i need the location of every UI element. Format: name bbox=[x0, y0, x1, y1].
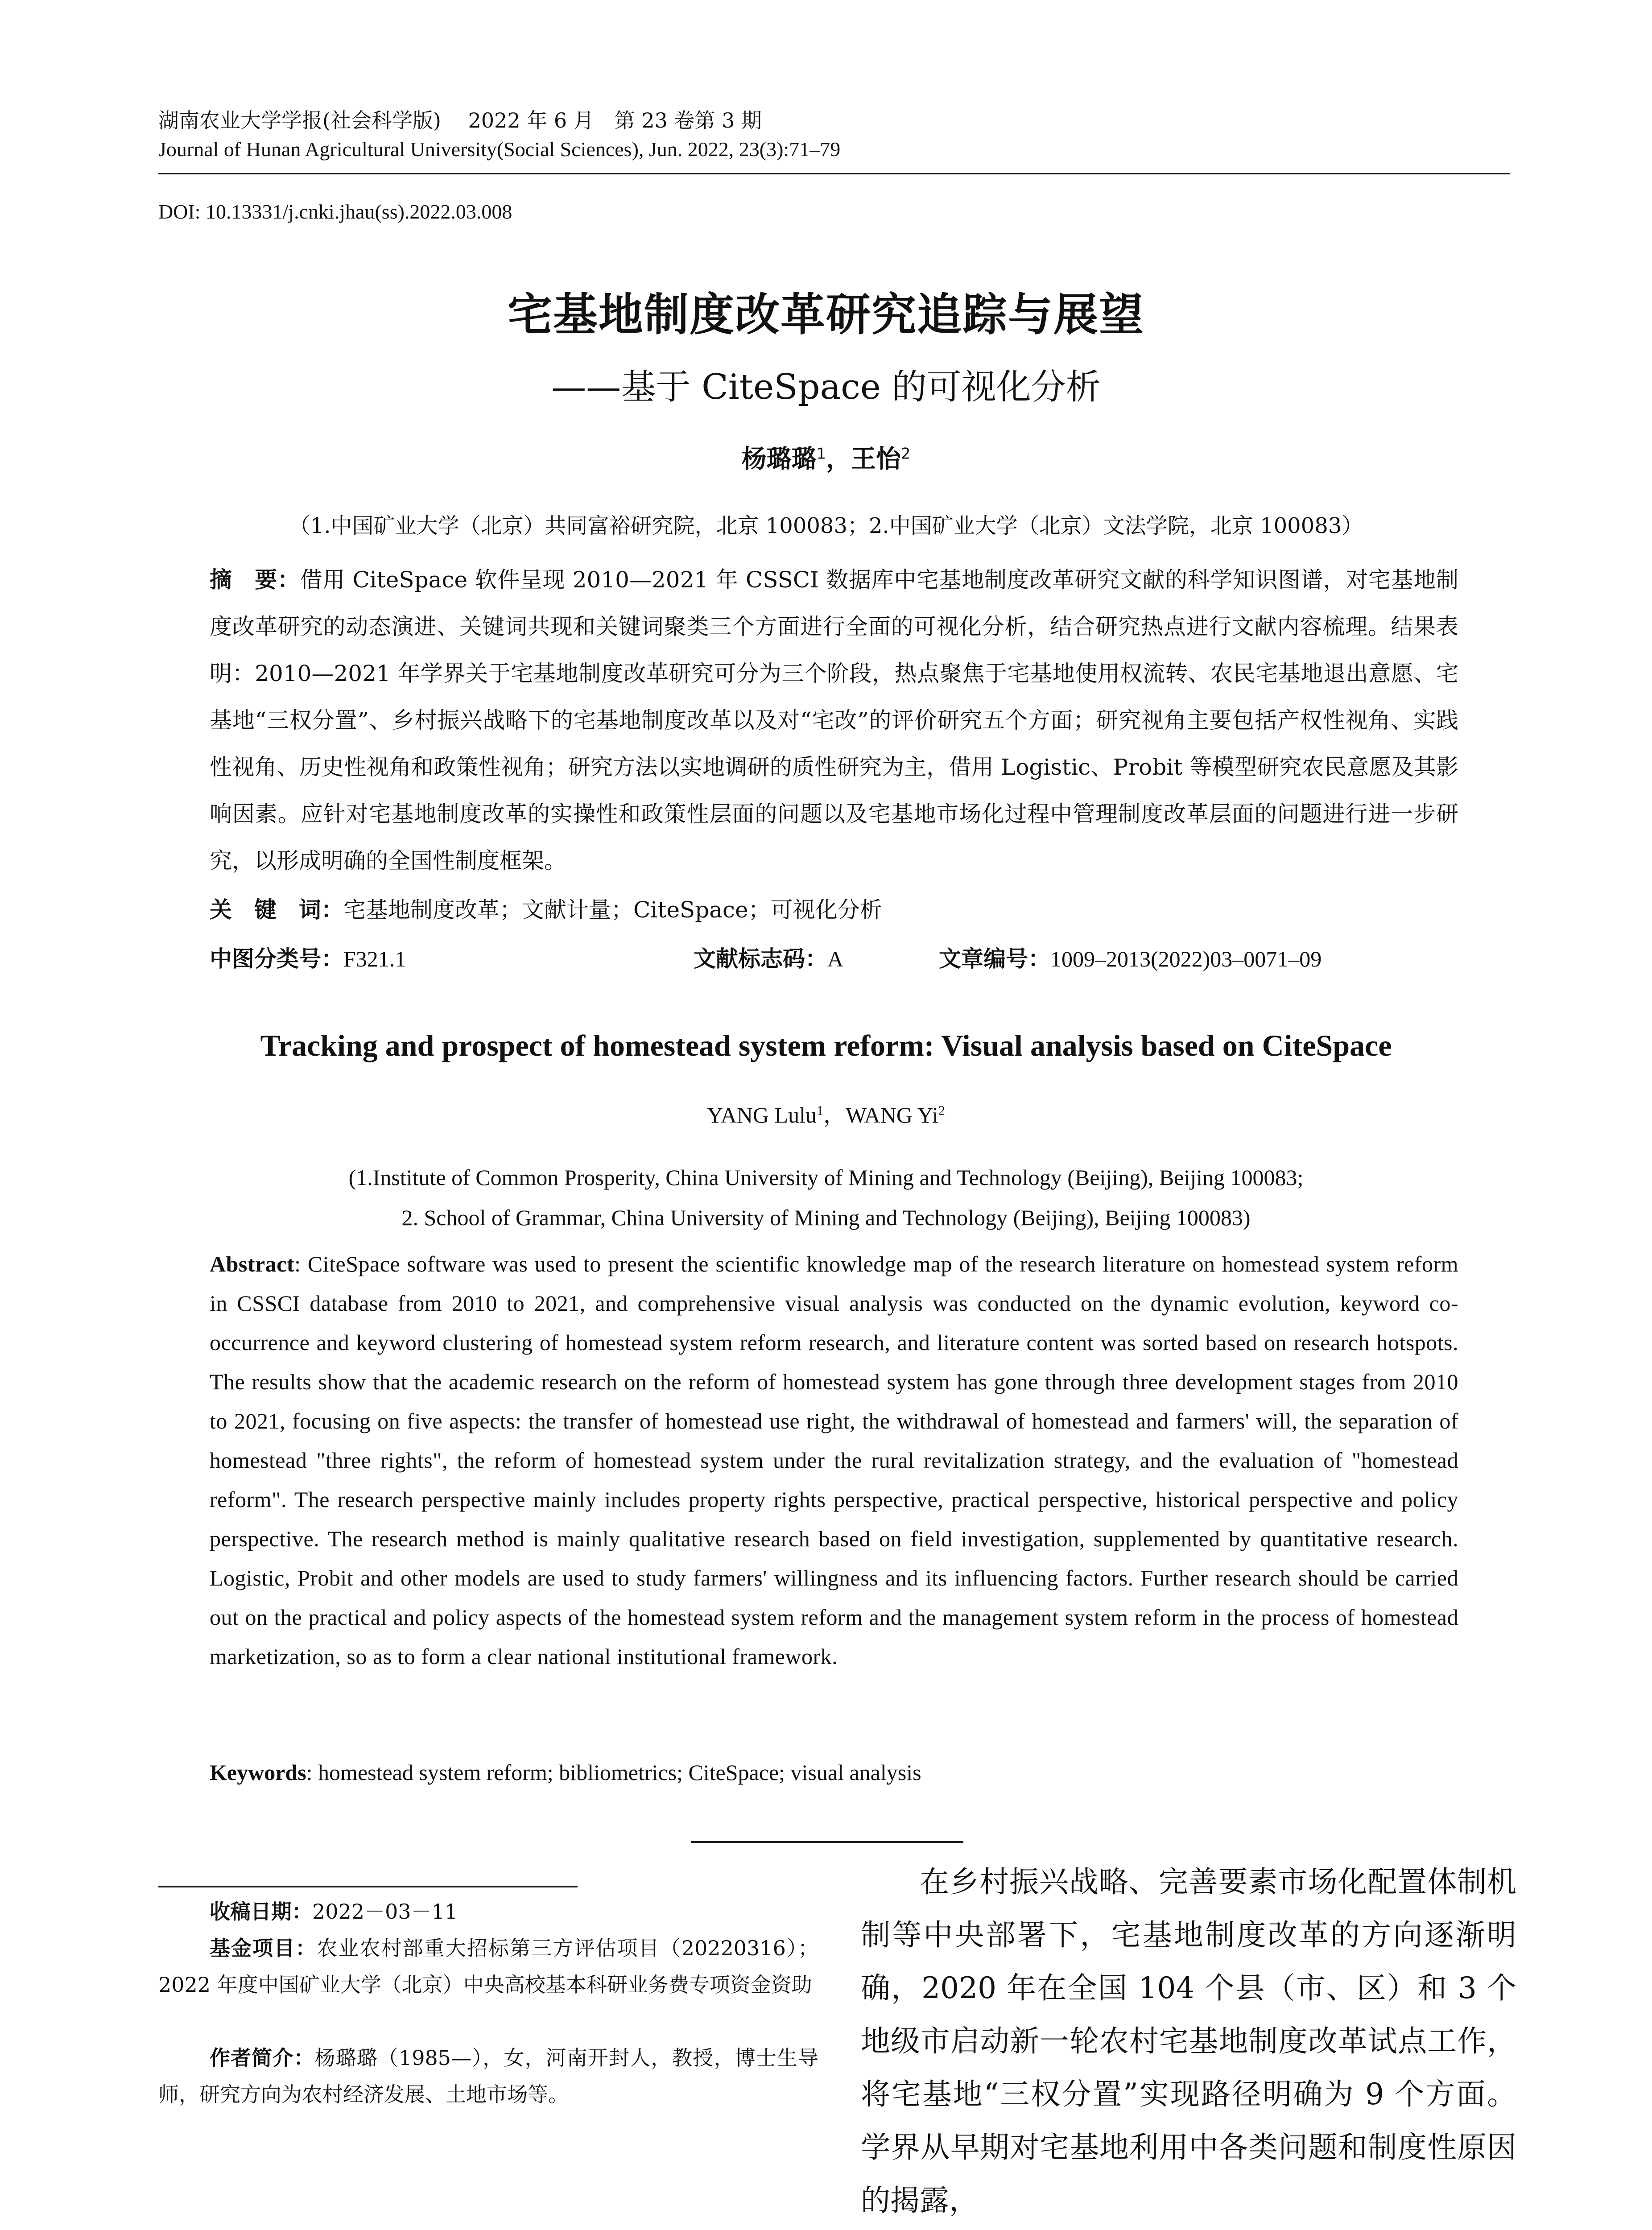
footnote-received bbox=[158, 1893, 818, 1930]
paper-subtitle: ——基于 CiteSpace 的可视化分析 bbox=[551, 367, 1101, 407]
author-separator: ， bbox=[826, 445, 851, 474]
abstract-en-label: Abstract bbox=[210, 1251, 295, 1276]
classification-number bbox=[210, 941, 406, 973]
footnote-author bbox=[158, 2040, 818, 2113]
author-name: 杨璐璐 bbox=[741, 445, 817, 474]
english-affiliation-line: 2. School of Grammar, China University of Mining and Technology (Beijing), Beijing 100083) bbox=[401, 1205, 1251, 1230]
footnote-author-text: 杨璐璐（1985—），女，河南开封人，教授，博士生导师，研究方向为农村经济发展、土地市场等。 bbox=[158, 2046, 818, 2106]
keywords-cn-label: 关 键 词： bbox=[210, 897, 343, 923]
author-list bbox=[0, 439, 1652, 475]
english-author-affil-mark: 1 bbox=[816, 1103, 823, 1118]
english-author-separator: ， bbox=[823, 1103, 846, 1127]
english-author-list bbox=[0, 1097, 1652, 1129]
classification-value: F321.1 bbox=[343, 946, 406, 971]
section-divider bbox=[691, 1841, 963, 1843]
keywords-en-text: : homestead system reform; bibliometrics; CiteSpace; visual analysis bbox=[306, 1760, 921, 1785]
abstract-en-text: : CiteSpace software was used to present the scientific knowledge map of the research literature on homestead system reform in CSSCI database from 2010 to 2021, and comprehensive visual analysis was conducted on the dynamic evolution, keyword co-occurrence and keyword clustering of homestead system reform research, and literature content was sorted based on research hotspots. The results show that the academic research on the reform of homestead system has gone through three development stages from 2010 to 2021, focusing on five aspects: the transfer of homestead use right, the withdrawal of homestead and farmers' will, the separation of homestead "three rights", the reform of homestead system under the rural revitalization strategy, and the evaluation of "homestead reform". The research perspective mainly includes property rights perspective, practical perspective, historical perspective and policy perspective. The research method is mainly qualitative research based on field investigation, supplemented by quantitative research. Logistic, Probit and other models are used to study farmers' willingness and its influencing factors. Further research should be carried out on the practical and policy aspects of the homestead system reform and the management system reform in the process of homestead marketization, so as to form a clear national institutional framework. bbox=[210, 1251, 1458, 1669]
english-author-name: YANG Lulu bbox=[707, 1103, 817, 1127]
abstract-cn bbox=[210, 557, 1458, 884]
document-code bbox=[694, 941, 843, 973]
affiliations-cn: （1.中国矿业大学（北京）共同富裕研究院，北京 100083；2.中国矿业大学（北京）文法学院，北京 100083） bbox=[289, 513, 1363, 538]
abstract-cn-text: 借用 CiteSpace 软件呈现 2010—2021 年 CSSCI 数据库中宅基地制度改革研究文献的科学知识图谱，对宅基地制度改革研究的动态演进、关键词共现和关键词聚类三个方面进行全面的可视化分析，结合研究热点进行文献内容梳理。结果表明：2010—2021 年学界关于宅基地制度改革研究可分为三个阶段，热点聚焦于宅基地使用权流转、农民宅基地退出意愿、宅基地“三权分置”、乡村振兴战略下的宅基地制度改革以及对“宅改”的评价研究五个方面；研究视角主要包括产权性视角、实践性视角、历史性视角和政策性视角；研究方法以实地调研的质性研究为主，借用 Logistic、Probit 等模型研究农民意愿及其影响因素。应针对宅基地制度改革的实操性和政策性层面的问题以及宅基地市场化过程中管理制度改革层面的问题进行进一步研究，以形成明确的全国性制度框架。 bbox=[210, 567, 1458, 874]
author-affil-mark: 1 bbox=[816, 445, 826, 463]
english-affiliation-line: (1.Institute of Common Prosperity, China University of Mining and Technology (Beijing), Beijing 100083; bbox=[348, 1165, 1304, 1190]
author-name: 王怡 bbox=[851, 445, 901, 474]
paper-title: 宅基地制度改革研究追踪与展望 bbox=[508, 289, 1144, 341]
footnote-rule bbox=[158, 1886, 578, 1887]
english-affiliations bbox=[0, 1157, 1652, 1238]
footnote-fund-text: 农业农村部重大招标第三方评估项目（20220316）；2022 年度中国矿业大学（北京）中央高校基本科研业务费专项资金资助 bbox=[158, 1936, 818, 1997]
english-title: Tracking and prospect of homestead system reform: Visual analysis based on CiteSpace bbox=[260, 1028, 1392, 1062]
doi: DOI: 10.13331/j.cnki.jhau(ss).2022.03.008 bbox=[158, 200, 512, 223]
abstract-en bbox=[210, 1244, 1458, 1676]
article-number-label: 文章编号： bbox=[939, 946, 1050, 972]
english-author-name: WANG Yi bbox=[845, 1103, 938, 1127]
english-author-affil-mark: 2 bbox=[938, 1103, 945, 1118]
keywords-en bbox=[210, 1759, 921, 1785]
footnote-received-text: 2022－03－11 bbox=[312, 1900, 458, 1924]
article-number-value: 1009–2013(2022)03–0071–09 bbox=[1050, 946, 1322, 971]
footnote-author-label: 作者简介： bbox=[210, 2046, 315, 2070]
abstract-cn-label: 摘 要： bbox=[210, 567, 300, 593]
body-paragraph: 在乡村振兴战略、完善要素市场化配置体制机制等中央部署下，宅基地制度改革的方向逐渐明确，2020 年在全国 104 个县（市、区）和 3 个地级市启动新一轮农村宅基地制度改革试点工作，将宅基地“三权分置”实现路径明确为 9 个方面。学界从早期对宅基地利用中各类问题和制度性原因的揭露， bbox=[861, 1865, 1516, 2218]
footnote-fund-label: 基金项目： bbox=[210, 1936, 317, 1960]
classification-label: 中图分类号： bbox=[210, 946, 343, 972]
keywords-en-label: Keywords bbox=[210, 1760, 306, 1785]
article-number bbox=[939, 941, 1322, 973]
journal-header-cn: 湖南农业大学学报(社会科学版) 2022 年 6 月 第 23 卷第 3 期 bbox=[158, 108, 762, 132]
journal-header-en: Journal of Hunan Agricultural University(Social Sciences), Jun. 2022, 23(3):71–79 bbox=[158, 138, 841, 161]
document-code-label: 文献标志码： bbox=[694, 946, 827, 972]
keywords-cn-text: 宅基地制度改革；文献计量；CiteSpace；可视化分析 bbox=[343, 897, 882, 923]
document-code-value: A bbox=[827, 946, 844, 971]
author-affil-mark: 2 bbox=[901, 445, 911, 463]
footnote-fund bbox=[158, 1930, 818, 2003]
keywords-cn bbox=[210, 887, 1458, 933]
header-rule bbox=[158, 173, 1510, 174]
footnote-received-label: 收稿日期： bbox=[210, 1900, 312, 1924]
